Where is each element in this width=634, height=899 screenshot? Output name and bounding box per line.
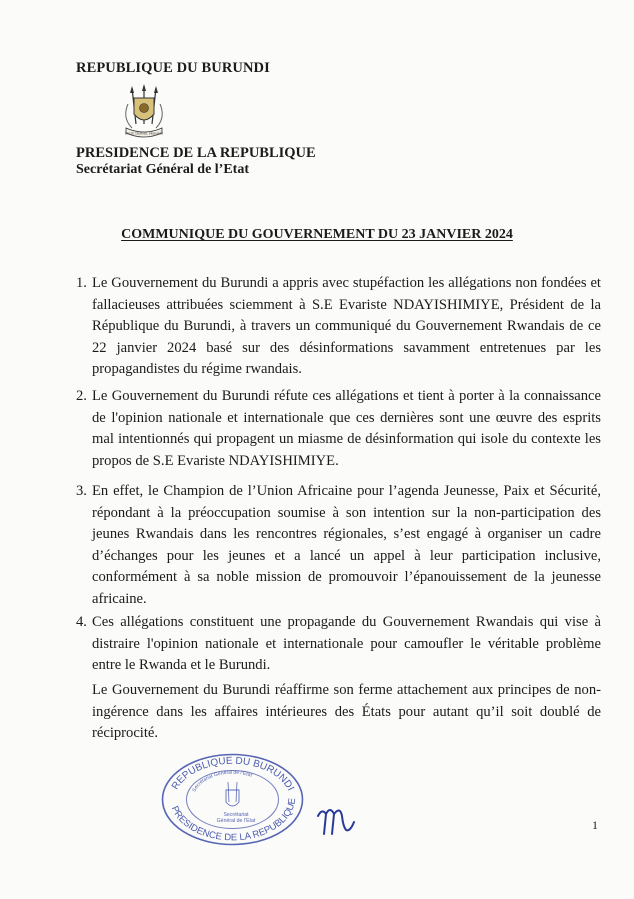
page-number: 1 (592, 818, 598, 832)
presidence-heading: PRESIDENCE DE LA REPUBLIQUE (76, 145, 316, 161)
closing-paragraph: Le Gouvernement du Burundi réaffirme son ferme attachement aux principes de non-ingérence dans les affaires intérieures des États pour autant qu’il soit doublé de réciprocité. (92, 682, 601, 741)
list-item (76, 612, 601, 677)
item-number: 2. (76, 388, 87, 404)
list-item (76, 481, 601, 610)
communique-title: COMMUNIQUE DU GOUVERNEMENT DU 23 JANVIER 2024 (121, 227, 513, 242)
coat-motto: UNITÉ TRAVAIL PROGRÈS (124, 131, 164, 136)
item-text: Ces allégations constituent une propagande du Gouvernement Rwandais qui vise à distraire l'opinion nationale et internationale pour camoufler le véritable problème entre le Rwanda et le Burundi. (92, 614, 601, 673)
stamp-outer-top: REPUBLIQUE DU BURUNDI (169, 755, 296, 793)
country-heading: REPUBLIQUE DU BURUNDI (76, 60, 270, 76)
official-stamp (160, 752, 305, 847)
list-item (76, 273, 601, 381)
item-text: Le Gouvernement du Burundi réfute ces allégations et tient à porter à la connaissance de l'opinion nationale et internationale que ces dernières sont une œuvre des esprits mal intentionnés qui propagent un miasme de désinformation qui isole du contexte les propos de S.E Evariste NDAYISHIMIYE. (92, 388, 601, 469)
item-text: En effet, le Champion de l’Union Africaine pour l’agenda Jeunesse, Paix et Sécurité, répondant à la préoccupation soumise à son intention sur la non-participation des jeunes Rwandais dans les rencontres régionales, s’est engagé à organiser un cadre d’échanges pour les jeunes et a lancé un appel à leur participation inclusive, conformément à sa noble mission de promouvoir l’épanouissement de la jeunesse africaine. (92, 483, 601, 607)
stamp-outer-bottom: PRESIDENCE DE LA REPUBLIQUE (168, 797, 299, 844)
item-number: 4. (76, 614, 87, 630)
secretariat-heading: Secrétariat Général de l’Etat (76, 162, 249, 177)
stamp-inner-top: Secrétariat Général de l’Etat (191, 769, 253, 794)
list-item (76, 386, 601, 472)
svg-text:Secrétariat Général de l’Etat (191, 770, 253, 793)
signature-icon (312, 800, 362, 838)
stamp-inner-bottom-2: Général de l’Etat (216, 818, 256, 824)
coat-of-arms-icon (118, 84, 170, 140)
item-number: 1. (76, 275, 87, 291)
item-text: Le Gouvernement du Burundi a appris avec stupéfaction les allégations non fondées et fallacieuses attribuées sciemment à S.E Evariste NDAYISHIMIYE, Président de la République du Burundi, à travers un communiqué du Gouvernement Rwandais de ce 22 janvier 2024 basé sur des désinformations savamment entretenues par les propagandistes du régime rwandais. (92, 275, 601, 377)
item-number: 3. (76, 483, 87, 499)
stamp-inner-bottom-1: Secrétariat (223, 812, 249, 818)
